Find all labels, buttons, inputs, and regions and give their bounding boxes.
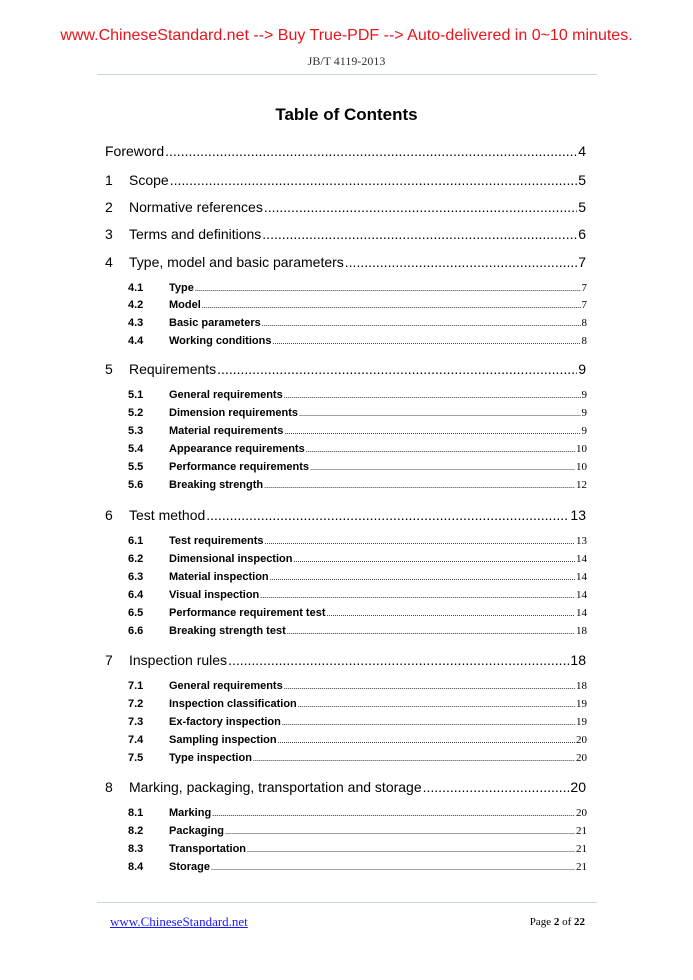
toc-section-entry[interactable] bbox=[128, 535, 587, 547]
toc-entry-label: Terms and definitions bbox=[129, 226, 262, 242]
page-of: of bbox=[559, 916, 574, 928]
toc-chapter-entry[interactable] bbox=[105, 652, 586, 668]
toc-dot-leader bbox=[278, 736, 575, 745]
toc-entry-page: 18 bbox=[570, 652, 586, 668]
toc-entry-number: 8.1 bbox=[128, 807, 144, 819]
toc-section-entry[interactable] bbox=[128, 607, 587, 619]
toc-dot-leader bbox=[299, 409, 581, 418]
toc-entry-page: 7 bbox=[578, 254, 586, 270]
toc-entry-page: 18 bbox=[576, 680, 587, 692]
toc-entry-number: 5.1 bbox=[128, 389, 144, 401]
toc-entry-page: 20 bbox=[576, 734, 587, 746]
toc-section-entry[interactable] bbox=[128, 443, 587, 455]
page-prefix: Page bbox=[529, 916, 554, 928]
page-number bbox=[530, 916, 585, 928]
toc-dot-leader bbox=[260, 591, 575, 600]
toc-section-entry[interactable] bbox=[128, 407, 587, 419]
toc-dot-leader bbox=[202, 301, 581, 310]
toc-entry-number: 7.4 bbox=[128, 734, 144, 746]
toc-entry-number: 3 bbox=[105, 226, 113, 242]
toc-entry-label: Performance requirements bbox=[169, 461, 309, 473]
toc-entry-number: 7.1 bbox=[128, 680, 144, 692]
toc-dot-leader bbox=[165, 143, 577, 159]
toc-entry-number: 4.1 bbox=[128, 282, 144, 294]
toc-section-entry[interactable] bbox=[128, 299, 587, 311]
toc-section-entry[interactable] bbox=[128, 861, 587, 873]
toc-entry-page: 20 bbox=[576, 752, 587, 764]
toc-entry-page: 9 bbox=[581, 425, 587, 437]
toc-entry-label: Normative references bbox=[129, 199, 263, 215]
toc-entry-page: 7 bbox=[581, 299, 587, 311]
toc-entry-page: 5 bbox=[578, 172, 586, 188]
toc-section-entry[interactable] bbox=[128, 680, 587, 692]
toc-entry-label: Material inspection bbox=[169, 571, 269, 583]
toc-entry-label: Breaking strength test bbox=[169, 625, 286, 637]
toc-entry-page: 9 bbox=[581, 389, 587, 401]
toc-chapter-entry[interactable] bbox=[105, 361, 586, 377]
toc-chapter-entry[interactable] bbox=[105, 507, 586, 523]
toc-section-entry[interactable] bbox=[128, 282, 587, 294]
toc-entry-page: 12 bbox=[576, 479, 587, 491]
toc-entry-label: Transportation bbox=[169, 843, 247, 855]
toc-dot-leader bbox=[206, 507, 569, 523]
toc-entry-number: 2 bbox=[105, 199, 113, 215]
toc-entry-label: Dimensional inspection bbox=[169, 553, 293, 565]
toc-dot-leader bbox=[284, 391, 581, 400]
toc-entry-label: Type inspection bbox=[169, 752, 252, 764]
toc-chapter-entry[interactable] bbox=[105, 172, 586, 188]
toc-entry-label: Test requirements bbox=[169, 535, 264, 547]
toc-entry-number: 5.3 bbox=[128, 425, 144, 437]
toc-dot-leader bbox=[212, 809, 575, 818]
toc-entry-page: 14 bbox=[576, 589, 587, 601]
toc-dot-leader bbox=[253, 754, 575, 763]
toc-chapter-entry[interactable] bbox=[105, 226, 586, 242]
toc-section-entry[interactable] bbox=[128, 571, 587, 583]
toc-section-entry[interactable] bbox=[128, 825, 587, 837]
page-title: Table of Contents bbox=[275, 105, 418, 124]
toc-dot-leader bbox=[217, 361, 577, 377]
toc-dot-leader bbox=[265, 537, 575, 546]
toc-chapter-entry[interactable] bbox=[105, 199, 586, 215]
toc-section-entry[interactable] bbox=[128, 335, 587, 347]
toc-entry-label: Marking bbox=[169, 807, 212, 819]
toc-section-entry[interactable] bbox=[128, 553, 587, 565]
toc-dot-leader bbox=[327, 609, 576, 618]
toc-entry-label: Ex-factory inspection bbox=[169, 716, 281, 728]
toc-entry-label: Basic parameters bbox=[169, 317, 261, 329]
toc-entry-label: Inspection rules bbox=[129, 652, 228, 668]
toc-dot-leader bbox=[423, 779, 570, 795]
toc-entry-label: Dimension requirements bbox=[169, 407, 298, 419]
toc-section-entry[interactable] bbox=[128, 389, 587, 401]
toc-entry-number: 4.3 bbox=[128, 317, 144, 329]
toc-dot-leader bbox=[293, 555, 575, 564]
toc-entry-page: 21 bbox=[576, 843, 587, 855]
toc-entry-number: 5 bbox=[105, 361, 113, 377]
toc-dot-leader bbox=[272, 337, 580, 346]
toc-entry-label: Requirements bbox=[129, 361, 217, 377]
toc-entry-page: 21 bbox=[576, 861, 587, 873]
toc-dot-leader bbox=[262, 319, 581, 328]
toc-dot-leader bbox=[264, 199, 577, 215]
toc-entry-label: Sampling inspection bbox=[169, 734, 277, 746]
page-total: 22 bbox=[574, 916, 585, 928]
toc-entry-label: Foreword bbox=[105, 143, 165, 159]
toc-entry-label: Packaging bbox=[169, 825, 225, 837]
toc-section-entry[interactable] bbox=[128, 807, 587, 819]
page-current: 2 bbox=[553, 916, 560, 928]
toc-entry-number: 7.2 bbox=[128, 698, 144, 710]
toc-entry-label: Visual inspection bbox=[169, 589, 260, 601]
toc-dot-leader bbox=[170, 172, 578, 188]
toc-entry-page: 7 bbox=[581, 282, 587, 294]
toc-dot-leader bbox=[284, 682, 575, 691]
footer-divider bbox=[97, 902, 597, 903]
toc-dot-leader bbox=[264, 481, 575, 490]
toc-dot-leader bbox=[287, 627, 575, 636]
toc-entry-number: 5.2 bbox=[128, 407, 144, 419]
toc-entry-number: 1 bbox=[105, 172, 113, 188]
toc-entry-label: Scope bbox=[129, 172, 169, 188]
toc-entry-page: 19 bbox=[576, 716, 587, 728]
toc-entry-label: General requirements bbox=[169, 389, 283, 401]
toc-entry-page: 14 bbox=[576, 553, 587, 565]
toc-dot-leader bbox=[345, 254, 577, 270]
toc-section-entry[interactable] bbox=[128, 479, 587, 491]
toc-entry-page: 9 bbox=[578, 361, 586, 377]
toc-entry-number: 5.4 bbox=[128, 443, 144, 455]
toc-section-entry[interactable] bbox=[128, 752, 587, 764]
toc-entry-number: 8.4 bbox=[128, 861, 144, 873]
standard-number: JB/T 4119-2013 bbox=[307, 54, 386, 68]
toc-dot-leader bbox=[195, 284, 581, 293]
toc-entry-label: Breaking strength bbox=[169, 479, 264, 491]
toc-section-entry[interactable] bbox=[128, 843, 587, 855]
toc-dot-leader bbox=[284, 427, 580, 436]
toc-entry-number: 7 bbox=[105, 652, 113, 668]
toc-entry-label: Material requirements bbox=[169, 425, 284, 437]
toc-section-entry[interactable] bbox=[128, 317, 587, 329]
toc-section-entry[interactable] bbox=[128, 425, 587, 437]
toc-section-entry[interactable] bbox=[128, 716, 587, 728]
toc-dot-leader bbox=[228, 652, 569, 668]
toc-entry-page: 14 bbox=[576, 607, 587, 619]
toc-entry-page: 6 bbox=[578, 226, 586, 242]
toc-entry-label: General requirements bbox=[169, 680, 283, 692]
toc-entry-label: Inspection classification bbox=[169, 698, 297, 710]
toc-dot-leader bbox=[225, 827, 575, 836]
toc-dot-leader bbox=[298, 700, 575, 709]
toc-entry-number: 6 bbox=[105, 507, 113, 523]
toc-entry-number: 8.3 bbox=[128, 843, 144, 855]
toc-dot-leader bbox=[310, 463, 575, 472]
toc-entry-number: 5.5 bbox=[128, 461, 144, 473]
toc-entry-number: 7.3 bbox=[128, 716, 144, 728]
toc-entry-number: 6.5 bbox=[128, 607, 144, 619]
toc-chapter-entry[interactable] bbox=[105, 143, 586, 159]
toc-entry-label: Marking, packaging, transportation and storage bbox=[129, 779, 422, 795]
toc-entry-label: Test method bbox=[129, 507, 206, 523]
toc-entry-label: Appearance requirements bbox=[169, 443, 305, 455]
toc-dot-leader bbox=[306, 445, 575, 454]
toc-entry-page: 10 bbox=[576, 443, 587, 455]
toc-entry-page: 20 bbox=[576, 807, 587, 819]
toc-entry-page: 8 bbox=[581, 317, 587, 329]
toc-entry-page: 9 bbox=[581, 407, 587, 419]
toc-entry-number: 6.2 bbox=[128, 553, 144, 565]
toc-entry-page: 8 bbox=[581, 335, 587, 347]
toc-entry-number: 6.3 bbox=[128, 571, 144, 583]
toc-dot-leader bbox=[270, 573, 575, 582]
toc-dot-leader bbox=[247, 845, 575, 854]
toc-entry-number: 8.2 bbox=[128, 825, 144, 837]
toc-entry-number: 8 bbox=[105, 779, 113, 795]
toc-entry-page: 10 bbox=[576, 461, 587, 473]
toc-dot-leader bbox=[262, 226, 577, 242]
toc-section-entry[interactable] bbox=[128, 698, 587, 710]
toc-entry-page: 5 bbox=[578, 199, 586, 215]
toc-entry-page: 14 bbox=[576, 571, 587, 583]
toc-entry-number: 6.4 bbox=[128, 589, 144, 601]
toc-entry-number: 4.4 bbox=[128, 335, 144, 347]
toc-entry-number: 4 bbox=[105, 254, 113, 270]
footer-website-link[interactable]: www.ChineseStandard.net bbox=[110, 914, 248, 929]
toc-dot-leader bbox=[282, 718, 575, 727]
toc-entry-number: 6.6 bbox=[128, 625, 144, 637]
toc-chapter-entry[interactable] bbox=[105, 779, 586, 795]
toc-entry-number: 4.2 bbox=[128, 299, 144, 311]
toc-entry-page: 19 bbox=[576, 698, 587, 710]
toc-section-entry[interactable] bbox=[128, 625, 587, 637]
promo-banner[interactable]: www.ChineseStandard.net --> Buy True-PDF --> Auto-delivered in 0~10 minutes. bbox=[60, 27, 633, 44]
toc-entry-label: Type bbox=[169, 282, 194, 294]
toc-section-entry[interactable] bbox=[128, 461, 587, 473]
toc-entry-page: 20 bbox=[570, 779, 586, 795]
toc-entry-page: 21 bbox=[576, 825, 587, 837]
toc-entry-page: 18 bbox=[576, 625, 587, 637]
toc-dot-leader bbox=[211, 863, 575, 872]
toc-chapter-entry[interactable] bbox=[105, 254, 586, 270]
toc-entry-label: Working conditions bbox=[169, 335, 272, 347]
header-divider bbox=[97, 74, 597, 75]
toc-entry-label: Type, model and basic parameters bbox=[129, 254, 344, 270]
toc-entry-label: Performance requirement test bbox=[169, 607, 326, 619]
toc-entry-page: 13 bbox=[570, 507, 586, 523]
toc-entry-number: 5.6 bbox=[128, 479, 144, 491]
toc-entry-page: 4 bbox=[578, 143, 586, 159]
toc-entry-number: 6.1 bbox=[128, 535, 144, 547]
toc-section-entry[interactable] bbox=[128, 589, 587, 601]
toc-entry-number: 7.5 bbox=[128, 752, 144, 764]
toc-section-entry[interactable] bbox=[128, 734, 587, 746]
toc-entry-page: 13 bbox=[576, 535, 587, 547]
toc-entry-label: Model bbox=[169, 299, 201, 311]
toc-entry-label: Storage bbox=[169, 861, 210, 873]
